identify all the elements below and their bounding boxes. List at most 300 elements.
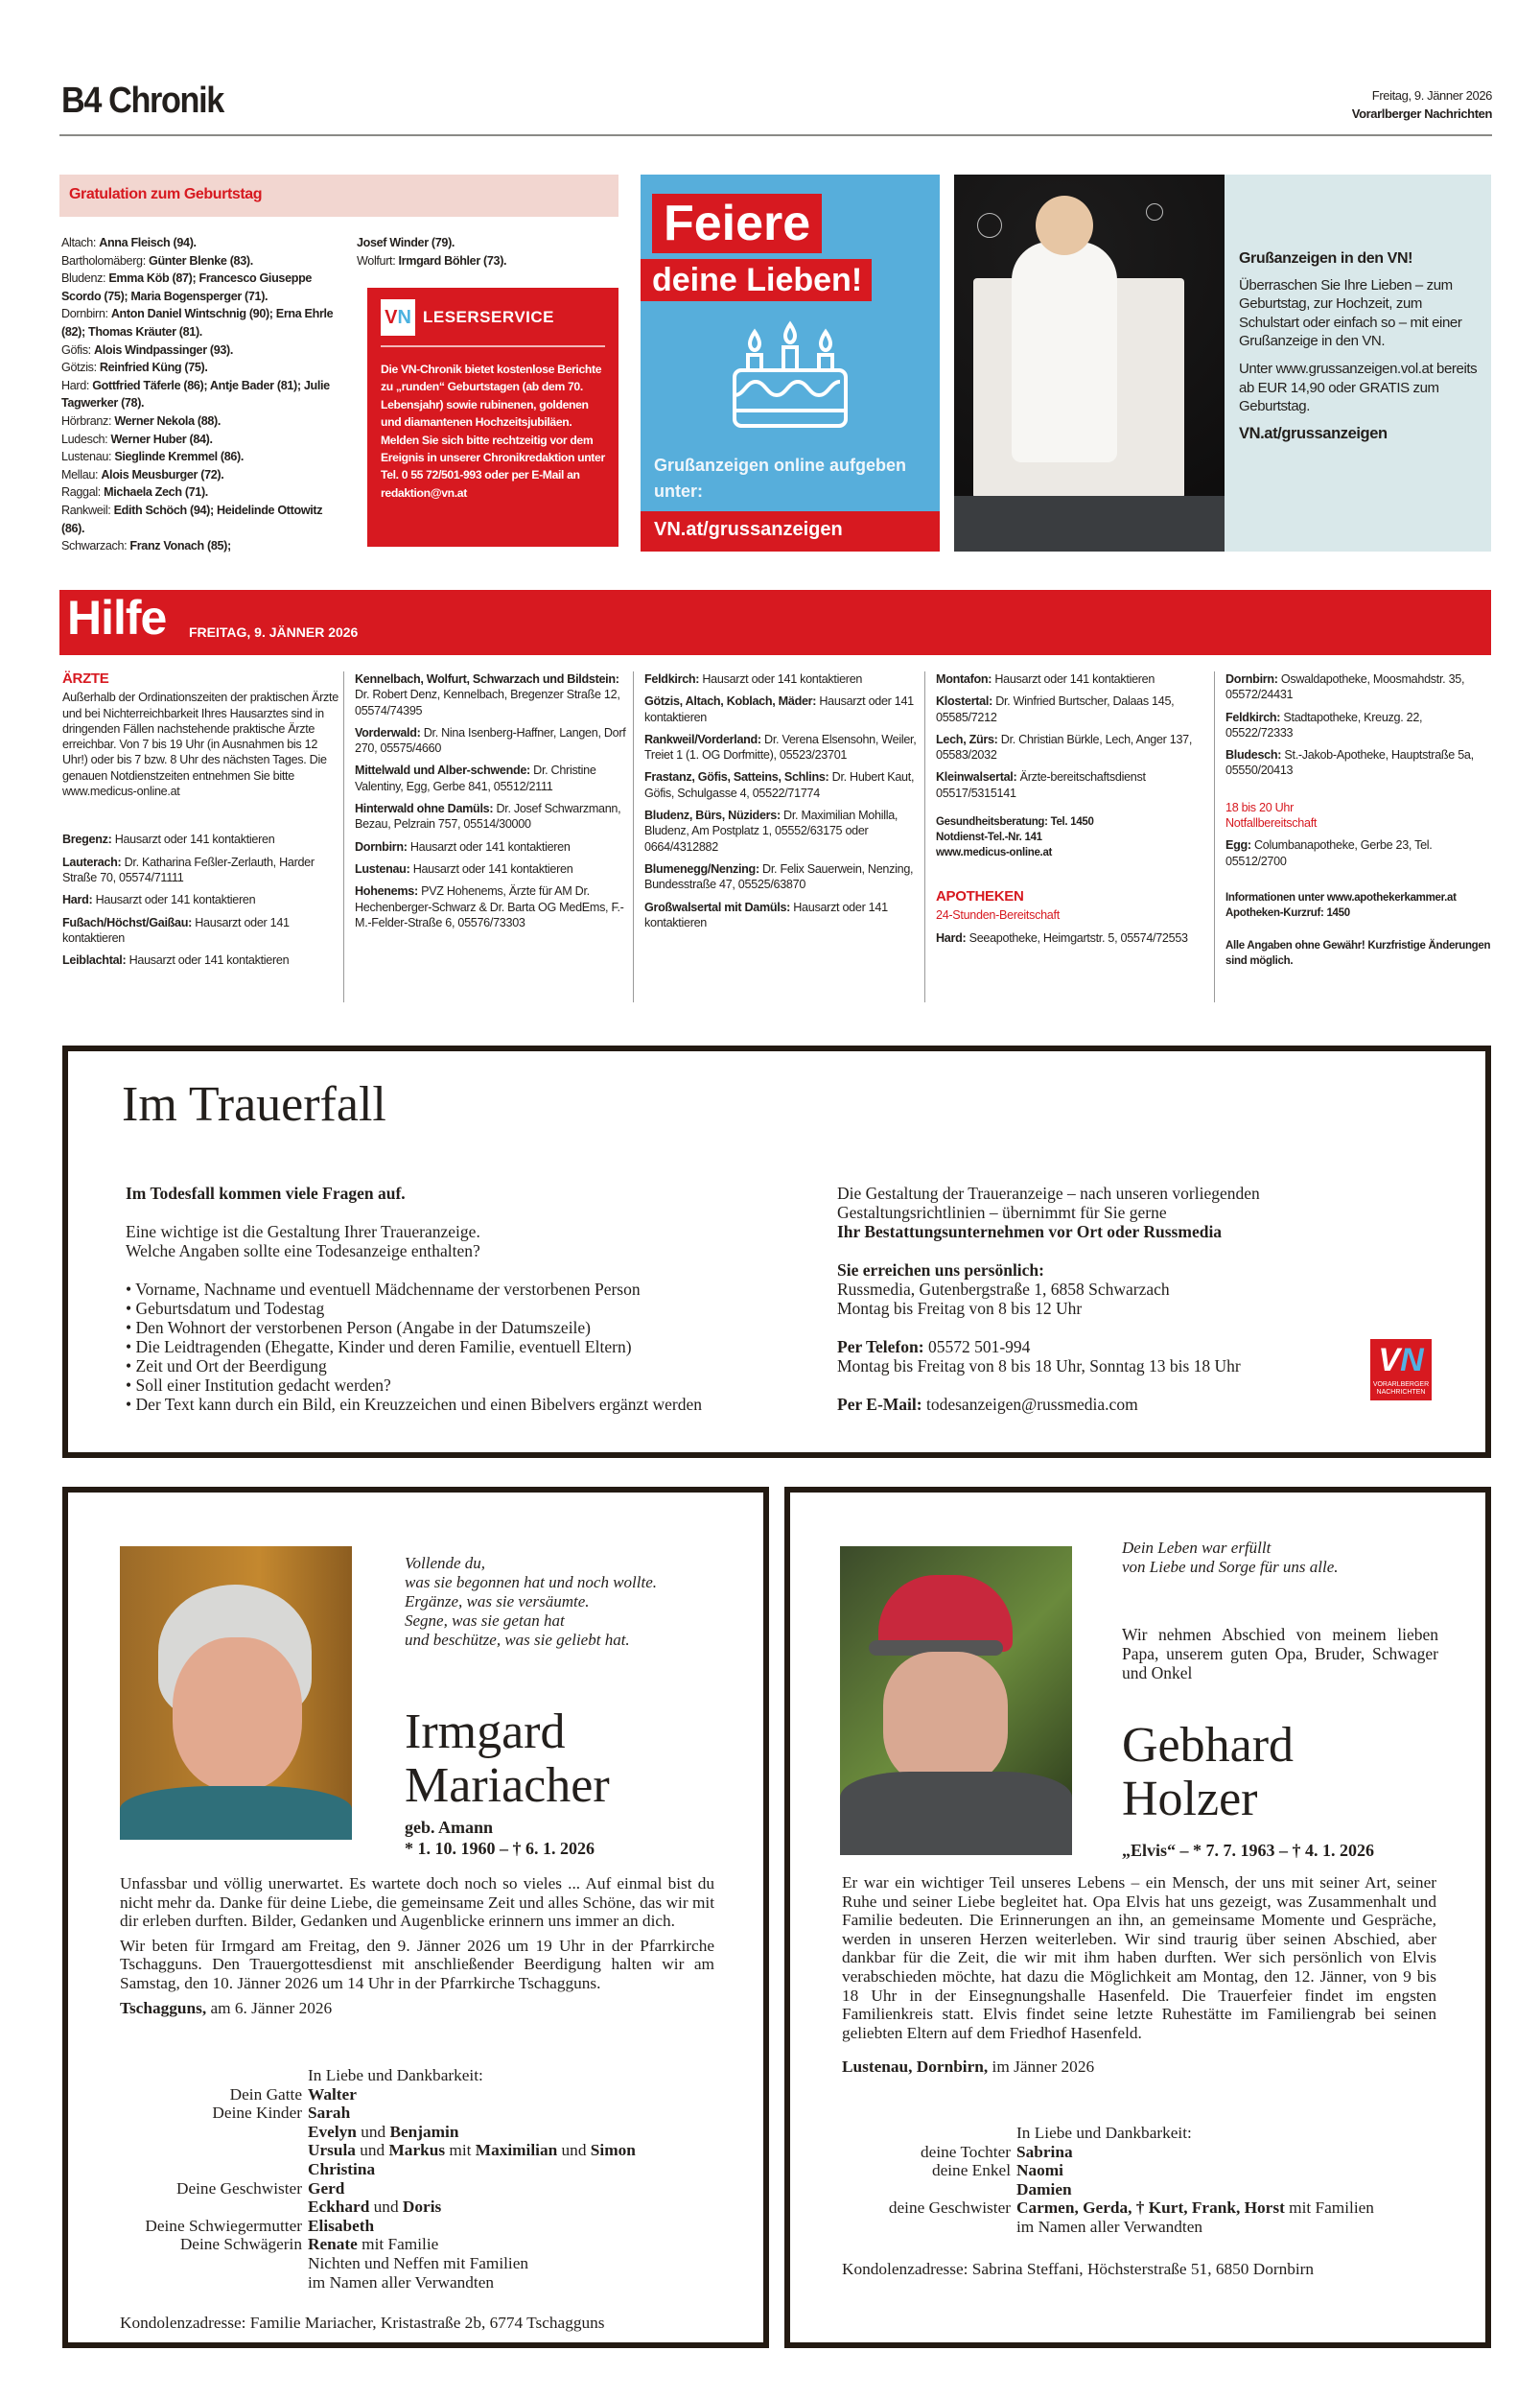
- birthday-entry: [61, 377, 335, 412]
- phone-label: Per Telefon:: [837, 1337, 924, 1356]
- info-line: Apotheken-Kurzruf: 1450: [1225, 906, 1350, 919]
- entry-label: Rankweil/Vorderland:: [644, 732, 761, 746]
- entry-list: [1225, 671, 1492, 779]
- birthday-place: Ludesch:: [61, 432, 108, 446]
- birthday-names: Franz Vonach (85);: [129, 539, 231, 553]
- bullet-list: [126, 1280, 816, 1414]
- service-entry: [936, 671, 1214, 687]
- entry-list: [62, 832, 340, 968]
- hilfe-title: Hilfe: [67, 591, 167, 645]
- birthday-names: Sieglinde Kremmel (86).: [114, 450, 245, 464]
- info-bold: Ihr Bestattungsunternehmen vor Ort oder Russmedia: [837, 1222, 1223, 1241]
- hilfe-column: [62, 671, 340, 1002]
- info-line: Informationen unter www.apothekerkammer.at: [1225, 891, 1457, 904]
- service-entry: [644, 732, 922, 764]
- paragraph: Wir beten für Irmgard am Freitag, den 9. Jänner 2026 um 19 Uhr in der Pfarrkirche Tschagguns. Den Trauergottesdienst mit anschließender Beerdigung halten wir am Samstag, den 10. Jänner 2026 um 14 Uhr in der Pfarrkirche Tschagguns.: [120, 1936, 714, 1992]
- mourner-names: [308, 2273, 636, 2292]
- intro-text: Außerhalb der Ordinationszeiten der praktischen Ärzte und bei Nichterreichbarkeit Ihres Hausarztes sind in dringenden Fällen nachstehende praktische Ärzte erreichbar. Von 7 bis 19 Uhr (in Ausnahmen bis 12 Uhr!) oder bis 7 bzw. 8 Uhr des nächsten Tages. Die genauen Notdienstzeiten entnehmen Sie bitte www.medicus-online.at: [62, 691, 338, 799]
- name-segment: Ursula: [308, 2141, 356, 2160]
- logo-subtitle: VORARLBERGER NACHRICHTEN: [1372, 1381, 1430, 1396]
- birthday-place: Raggal:: [61, 485, 101, 500]
- column-divider: [924, 671, 925, 1002]
- verse-line: Segne, was sie getan hat: [405, 1611, 565, 1630]
- mourner-names: [308, 2235, 636, 2254]
- relation-label: Dein Gatte: [229, 2084, 302, 2104]
- name-segment: In Liebe und Dankbarkeit:: [1016, 2124, 1192, 2142]
- verse: [405, 1554, 657, 1650]
- obituary-text: [120, 1874, 714, 2023]
- column-divider: [633, 671, 634, 1002]
- birthday-entry: [61, 466, 335, 484]
- ad-url-link[interactable]: VN.at/grussanzeigen: [641, 511, 940, 552]
- entry-label: Kleinwalsertal:: [936, 770, 1017, 785]
- birthday-entry: [61, 537, 335, 555]
- birthday-names: Emma Köb (87); Francesco Giuseppe Scordo (75); Maria Bogensperger (71).: [61, 271, 313, 303]
- hilfe-column: [1225, 671, 1492, 1002]
- name-segment: und: [369, 2198, 403, 2217]
- entry-text: Columbanapotheke, Gerbe 23, Tel. 05512/2700: [1225, 838, 1433, 868]
- name-segment: Carmen, Gerda, † Kurt, Frank, Horst: [1016, 2198, 1285, 2218]
- name-segment: Christina: [308, 2159, 376, 2178]
- entry-label: Kennelbach, Wolfurt, Schwarzach und Bildstein:: [355, 672, 619, 686]
- newspaper-name: Vorarlberger Nachrichten: [1351, 106, 1492, 121]
- first-name: Irmgard: [405, 1704, 566, 1759]
- entry-label: Fußach/Höchst/Gaißau:: [62, 915, 193, 929]
- birthday-entry: [61, 252, 335, 270]
- birthday-names: Anna Fleisch (94).: [99, 236, 197, 249]
- entry-label: Lustenau:: [355, 861, 410, 876]
- bullet-item: • Vorname, Nachname und eventuell Mädchenname der verstorbenen Person: [126, 1280, 641, 1299]
- mourner-names: [1016, 2218, 1374, 2237]
- birthday-names: Werner Nekola (88).: [114, 413, 222, 428]
- leserservice-box: [367, 288, 618, 547]
- entry-text: Hausarzt oder 141 kontaktieren: [95, 893, 256, 907]
- name-segment: und: [557, 2141, 591, 2160]
- entry-text: Seeapotheke, Heimgartstr. 5, 05574/72553: [968, 930, 1188, 945]
- verse-line: von Liebe und Sorge für uns alle.: [1122, 1558, 1339, 1576]
- birthday-names: Anton Daniel Wintschnig (90); Erna Ehrle (82); Thomas Kräuter (81).: [61, 307, 334, 339]
- entry-text: Dr. Felix Sauerwein, Nenzing, Bundesstraße 47, 05525/63870: [644, 861, 914, 892]
- bullet-item: • Soll einer Institution gedacht werden?: [126, 1375, 391, 1395]
- mourner-names: [308, 2217, 636, 2236]
- contact-address: Russmedia, Gutenbergstraße 1, 6858 Schwarzach: [837, 1280, 1170, 1299]
- name-segment: Nichten und Neffen mit Familien: [308, 2253, 529, 2272]
- column-divider: [343, 671, 344, 1002]
- birthday-entry: [357, 234, 616, 252]
- time-sublabel: Notfallbereitschaft: [1225, 816, 1318, 831]
- name-segment: im Namen aller Verwandten: [1016, 2217, 1203, 2236]
- column-divider: [1214, 671, 1215, 1002]
- entry-text: Hausarzt oder 141 kontaktieren: [644, 694, 914, 724]
- ad-subheadline: deine Lieben!: [641, 259, 872, 301]
- name-segment: mit Familie: [357, 2235, 439, 2254]
- hilfe-banner: [59, 590, 1491, 655]
- entry-text: Dr. Nina Isenberg-Haffner, Langen, Dorf 270, 05575/4660: [355, 725, 626, 756]
- mourner-names: [308, 2123, 636, 2142]
- entry-list: [644, 671, 922, 930]
- phone-hours: Montag bis Freitag von 8 bis 18 Uhr, Sonntag 13 bis 18 Uhr: [837, 1356, 1241, 1375]
- relation-label: [120, 2123, 302, 2142]
- birthday-place: Mellau:: [61, 467, 99, 482]
- entry-text: Dr. Verena Elsensohn, Weiler, Treiet 1 (1. OG Dorfmitte), 05523/23701: [644, 732, 917, 763]
- service-entry: [355, 839, 633, 855]
- birthday-entry: [61, 412, 335, 431]
- birthday-place: Göfis:: [61, 342, 91, 357]
- entry-list: [936, 671, 1214, 801]
- contact-heading: Sie erreichen uns persönlich:: [837, 1260, 1044, 1280]
- birthday-place: Rankweil:: [61, 503, 111, 517]
- entry-label: Hard:: [62, 893, 93, 907]
- mourner-names: [1016, 2161, 1374, 2180]
- header-divider: [59, 134, 1492, 136]
- place: Tschagguns,: [120, 1998, 207, 2017]
- birthday-entry: [61, 305, 335, 341]
- service-entry: [62, 892, 340, 907]
- mourner-names: [308, 2198, 636, 2217]
- birthday-entry: [61, 341, 335, 360]
- bullet-item: • Der Text kann durch ein Bild, ein Kreuzzeichen und einen Bibelvers ergänzt werden: [126, 1395, 702, 1414]
- entry-text: Dr. Hubert Kaut, Göfis, Schulgasse 4, 05522/71774: [644, 770, 915, 800]
- birthday-names: Gottfried Täferle (86); Antje Bader (81); Julie Tagwerker (78).: [61, 378, 330, 411]
- relation-label: [120, 2254, 302, 2273]
- relation-label: deine Enkel: [931, 2161, 1011, 2180]
- birthday-place: Bartholomäberg:: [61, 253, 146, 268]
- ad-title: Grußanzeigen in den VN!: [1239, 250, 1413, 267]
- name-segment: Maximilian: [475, 2141, 558, 2160]
- name-segment: Naomi: [1016, 2161, 1063, 2180]
- service-entry: [644, 861, 922, 893]
- name-segment: Doris: [402, 2198, 442, 2217]
- name-segment: Markus: [388, 2141, 446, 2160]
- birthday-entry: [61, 359, 335, 377]
- birthday-entry: [61, 448, 335, 466]
- birthday-place: Dornbirn:: [61, 307, 108, 321]
- relation-label: Deine Kinder: [212, 2104, 302, 2123]
- bullet-item: • Zeit und Ort der Beerdigung: [126, 1356, 327, 1375]
- entry-label: Hohenems:: [355, 884, 418, 899]
- name-segment: Elisabeth: [308, 2216, 375, 2235]
- relation-label: [120, 2141, 302, 2160]
- name-segment: Gerd: [308, 2178, 345, 2198]
- service-entry: [355, 671, 633, 718]
- obituary-irmgard-mariacher: [62, 1487, 769, 2348]
- birthday-place: Götzis:: [61, 361, 97, 375]
- entry-text: St.-Jakob-Apotheke, Hauptstraße 5a, 05550/20413: [1225, 748, 1474, 778]
- relation-label: [842, 2180, 1011, 2199]
- entry-text: Ärzte-bereitschaftsdienst 05517/5315141: [936, 770, 1146, 800]
- life-dates: [405, 1817, 595, 1859]
- entry-label: Bludenz, Bürs, Nüziders:: [644, 809, 781, 823]
- service-entry: [1225, 747, 1492, 779]
- relation-label: [120, 2160, 302, 2179]
- name-segment: In Liebe und Dankbarkeit:: [308, 2066, 483, 2084]
- dates: * 1. 10. 1960 – † 6. 1. 2026: [405, 1839, 595, 1858]
- entry-label: Montafon:: [936, 672, 992, 686]
- birthday-entry: [61, 502, 335, 537]
- service-entry: [1225, 710, 1492, 741]
- birthday-names: Reinfried Küng (75).: [99, 361, 208, 375]
- birthday-entry: [357, 252, 616, 270]
- birthday-heading: Gratulation zum Geburtstag: [59, 175, 618, 217]
- entry-text: Dr. Robert Denz, Kennelbach, Bregenzer Straße 12, 05574/74395: [355, 688, 620, 717]
- service-entry: [62, 952, 340, 968]
- service-entry: [355, 801, 633, 833]
- issue-date: Freitag, 9. Jänner 2026: [1371, 88, 1492, 103]
- verse-line: was sie begonnen hat und noch wollte.: [405, 1573, 658, 1591]
- birthday-entry: [61, 270, 335, 305]
- ad-paragraph: Überraschen Sie Ihre Lieben – zum Geburtstag, zur Hochzeit, zum Schulstart oder einfach so – mit einer Grußanzeige in den VN.: [1239, 276, 1462, 350]
- mourner-names: [308, 2141, 636, 2160]
- hilfe-date: FREITAG, 9. JÄNNER 2026: [189, 624, 359, 640]
- service-entry: [1225, 837, 1492, 869]
- mourner-names: [308, 2085, 636, 2104]
- entry-text: Oswaldapotheke, Moosmahdstr. 35, 05572/24431: [1225, 672, 1465, 702]
- time-label: 18 bis 20 Uhr: [1225, 800, 1295, 814]
- verse-line: Dein Leben war erfüllt: [1122, 1539, 1272, 1557]
- bullet-item: • Den Wohnort der verstorbenen Person (Angabe in der Datumszeile): [126, 1318, 592, 1337]
- deceased-name: [1122, 1719, 1294, 1826]
- relation-label: [842, 2218, 1011, 2237]
- service-entry: [644, 769, 922, 801]
- portrait-photo: [840, 1546, 1072, 1855]
- service-entry: [1225, 671, 1492, 703]
- mourner-names: [1016, 2143, 1374, 2162]
- entry-label: Lauterach:: [62, 855, 122, 869]
- entry-label: Hard:: [936, 930, 967, 945]
- birthday-place: Schwarzach:: [61, 539, 128, 553]
- entry-label: Lech, Zürs:: [936, 732, 998, 746]
- name-segment: Simon: [590, 2141, 636, 2160]
- name-segment: Benjamin: [389, 2122, 459, 2141]
- info-text: Die Gestaltung der Traueranzeige – nach unseren vorliegenden Gestaltungsrichtlinien – übernimmt für Sie gerne: [837, 1184, 1260, 1222]
- name-segment: Damien: [1016, 2179, 1072, 2198]
- entry-label: Mittelwald und Alber-schwende:: [355, 764, 530, 778]
- info-lines: [936, 814, 1214, 860]
- place-date: im Jänner 2026: [992, 2057, 1095, 2077]
- entry-label: Leiblachtal:: [62, 953, 127, 968]
- birthday-place: Bludenz:: [61, 271, 106, 286]
- disclaimer: Alle Angaben ohne Gewähr! Kurzfristige Änderungen sind möglich.: [1225, 939, 1491, 967]
- relation-label: Deine Schwägerin: [179, 2235, 302, 2254]
- relation-label: deine Geschwister: [888, 2198, 1011, 2218]
- entry-label: Dornbirn:: [1225, 672, 1278, 686]
- deceased-name: [405, 1705, 610, 1813]
- birthday-place: Lustenau:: [61, 450, 112, 464]
- birthday-names: Günter Blenke (83).: [149, 253, 253, 268]
- entry-list: [355, 671, 633, 930]
- service-entry: [936, 694, 1214, 725]
- birthday-place: Hörbranz:: [61, 413, 112, 428]
- service-entry: [62, 915, 340, 947]
- trauerfall-left: [126, 1184, 816, 1414]
- trauerfall-right: [837, 1184, 1336, 1433]
- name-segment: Eckhard: [308, 2198, 370, 2217]
- relation-label: deine Tochter: [921, 2142, 1011, 2161]
- entry-text: Hausarzt oder 141 kontaktieren: [128, 953, 290, 968]
- birthday-entry: [61, 483, 335, 502]
- service-entry: [62, 832, 340, 847]
- vn-logo: V N: [381, 299, 415, 336]
- entry-label: Götzis, Altach, Koblach, Mäder:: [644, 694, 817, 709]
- verse: [1122, 1539, 1339, 1577]
- email-label: Per E-Mail:: [837, 1395, 922, 1414]
- place: Lustenau, Dornbirn,: [842, 2057, 989, 2077]
- mourners-list: [842, 2124, 1374, 2237]
- name-segment: Renate: [308, 2235, 358, 2254]
- service-entry: [644, 900, 922, 931]
- section-subheading: 24-Stunden-Bereitschaft: [936, 908, 1060, 923]
- paragraph: Unfassbar und völlig unerwartet. Es wartete doch noch so vieles ... Auf einmal bist du nicht mehr da. Danke für deine Liebe, die gemeinsame Zeit und alles Schöne, das wir mit dir erleben durften. Bilder, Gedanken und Augenblicke erinnern uns immer an dich.: [120, 1874, 714, 1931]
- place-date: am 6. Jänner 2026: [210, 1998, 333, 2017]
- child-photo: [954, 175, 1225, 552]
- page-dateline: [1352, 86, 1492, 123]
- service-entry: [355, 763, 633, 794]
- hilfe-column: [644, 671, 922, 1002]
- entry-list: [1225, 837, 1492, 869]
- service-entry: [644, 671, 922, 687]
- section-heading: ÄRZTE: [62, 670, 109, 687]
- entry-text: Hausarzt oder 141 kontaktieren: [409, 839, 571, 854]
- condolence-address: Kondolenzadresse: Familie Mariacher, Kristastraße 2b, 6774 Tschagguns: [120, 2314, 605, 2332]
- mourner-names: [308, 2179, 636, 2198]
- relation-label: [120, 2198, 302, 2217]
- name-segment: im Namen aller Verwandten: [308, 2272, 495, 2292]
- service-entry: [936, 930, 1214, 946]
- service-entry: [644, 694, 922, 725]
- mourners-list: [120, 2066, 636, 2292]
- last-name: Holzer: [1122, 1772, 1258, 1826]
- obituary-gebhard-holzer: [784, 1487, 1491, 2348]
- mourner-names: [308, 2254, 636, 2273]
- email-link[interactable]: todesanzeigen@russmedia.com: [925, 1395, 1138, 1414]
- ad-text: Grußanzeigen online aufgeben unter:: [654, 456, 907, 501]
- vn-logo: VN VORARLBERGER NACHRICHTEN: [1370, 1339, 1432, 1400]
- info-line: Notdienst-Tel.-Nr. 141: [936, 832, 1042, 844]
- divider: [381, 345, 605, 347]
- entry-text: Dr. Christine Valentiny, Egg, Gerbe 841, 05512/2111: [355, 764, 596, 793]
- portrait-photo: [120, 1546, 352, 1840]
- name-segment: und: [355, 2141, 389, 2160]
- entry-text: Hausarzt oder 141 kontaktieren: [644, 900, 888, 929]
- intro-line: Welche Angaben sollte eine Todesanzeige enthalten?: [126, 1241, 480, 1260]
- lead: Im Todesfall kommen viele Fragen auf.: [126, 1184, 406, 1203]
- service-entry: [355, 861, 633, 877]
- entry-text: Dr. Christian Bürkle, Lech, Anger 137, 05583/2032: [936, 732, 1193, 763]
- life-dates: „Elvis“ – * 7. 7. 1963 – † 4. 1. 2026: [1122, 1841, 1375, 1860]
- entry-label: Blumenegg/Nenzing:: [644, 861, 759, 876]
- page-section-title: B4 Chronik: [61, 81, 223, 121]
- verse-line: und beschütze, was sie geliebt hat.: [405, 1631, 630, 1649]
- birthday-names: Irmgard Böhler (73).: [398, 253, 507, 268]
- mourner-names: [308, 2066, 636, 2085]
- birthday-names: Alois Windpassinger (93).: [93, 342, 234, 357]
- birthday-column: [61, 234, 335, 555]
- name-segment: mit: [445, 2141, 476, 2160]
- name-segment: mit Familien: [1284, 2198, 1374, 2218]
- birthday-names: Werner Huber (84).: [110, 432, 213, 446]
- mourner-names: [308, 2160, 636, 2179]
- feiere-ad[interactable]: [641, 175, 940, 552]
- section-heading: APOTHEKEN: [936, 888, 1024, 905]
- obituary-text: [842, 1873, 1436, 2082]
- relation-label: [120, 2273, 302, 2292]
- relation-label: Deine Schwiegermutter: [145, 2216, 302, 2235]
- grussanzeigen-ad: [1225, 175, 1491, 552]
- entry-label: Dornbirn:: [355, 839, 408, 854]
- trauerfall-title: Im Trauerfall: [122, 1077, 386, 1132]
- name-segment: Evelyn: [308, 2122, 357, 2141]
- entry-label: Feldkirch:: [644, 672, 700, 686]
- entry-label: Hinterwald ohne Damüls:: [355, 802, 494, 816]
- entry-text: Stadtapotheke, Kreuzg. 22, 05522/72333: [1225, 710, 1423, 740]
- birthday-names: Edith Schöch (94); Heidelinde Ottowitz (86).: [61, 503, 323, 535]
- entry-label: Bregenz:: [62, 833, 112, 847]
- entry-label: Frastanz, Göfis, Satteins, Schlins:: [644, 770, 829, 785]
- entry-text: PVZ Hohenems, Ärzte für AM Dr. Hechenberger-Schwarz & Dr. Barta OG MedEms, F.-M.-Felder-Straße 6, 05576/73303: [355, 884, 624, 929]
- ad-url-link[interactable]: VN.at/grussanzeigen: [1239, 424, 1388, 442]
- contact-hours: Montag bis Freitag von 8 bis 12 Uhr: [837, 1299, 1083, 1318]
- entry-text: Hausarzt oder 141 kontaktieren: [702, 672, 863, 686]
- entry-text: Dr. Maximilian Mohilla, Bludenz, Am Postplatz 1, 05552/63175 oder 0664/4312882: [644, 809, 898, 854]
- birthday-place: Hard:: [61, 378, 90, 392]
- birthday-place: Wolfurt:: [357, 253, 396, 268]
- mourner-names: [308, 2104, 636, 2123]
- entry-text: Dr. Katharina Feßler-Zerlauth, Harder Straße 70, 05574/71111: [62, 855, 315, 884]
- name-segment: Walter: [308, 2084, 357, 2104]
- intro-text: Wir nehmen Abschied von meinem lieben Papa, unserem guten Opa, Bruder, Schwager und Onkel: [1122, 1625, 1438, 1682]
- birthday-column: [357, 234, 616, 270]
- birthday-names: Josef Winder (79).: [357, 236, 455, 249]
- name-segment: und: [356, 2122, 390, 2141]
- leserservice-text: Die VN-Chronik bietet kostenlose Berichte zu „runden“ Geburtstagen (ab dem 70. Lebensjahr) sowie rubinenen, goldenen und diamantenen Hochzeitsjubiläen. Melden Sie sich bitte rechtzeitig vor dem Ereignis in unserer Chronikredaktion unter Tel. 0 55 72/501-993 oder per E-Mail an redaktion@vn.at: [381, 363, 605, 500]
- entry-text: Dr. Josef Schwarzmann, Bezau, Pelzrain 757, 05514/30000: [355, 802, 621, 832]
- birthday-entry: [61, 234, 335, 252]
- birthday-entry: [61, 431, 335, 449]
- bullet-item: • Die Leidtragenden (Ehegatte, Kinder und deren Familie, eventuell Eltern): [126, 1337, 632, 1356]
- paragraph: Er war ein wichtiger Teil unseres Lebens – ein Mensch, der uns mit seiner Art, seiner Ruhe und seiner Liebe begleitet hat. Opa Elvis hat uns gezeigt, was Zusammenhalt und Familie bedeuten. Die Erinnerungen an ihn, an gemeinsame Momente und Gespräche, werden in unseren Herzen weiterleben. Wir sind traurig über seinen Abschied, aber dankbar für die Zeit, die wir mit ihm haben durften. Wer sich persönlich von Elvis verabschieden möchte, hat dazu die Möglichkeit am Montag, den 12. Jänner, von 9 bis 18 Uhr in der Einsegnungshalle Hasenfeld. Die Trauerfeier findet im engsten Familienkreis statt. Elvis findet seine letzte Ruhestätte im Familiengrab bei seinen geliebten Eltern auf dem Friedhof Hasenfeld.: [842, 1873, 1436, 2042]
- service-entry: [936, 732, 1214, 764]
- info-lines: [1225, 890, 1492, 921]
- info-line: Gesundheitsberatung: Tel. 1450: [936, 816, 1094, 829]
- entry-text: Hausarzt oder 141 kontaktieren: [114, 833, 275, 847]
- service-entry: [62, 855, 340, 886]
- name-segment: Sabrina: [1016, 2142, 1073, 2161]
- relation-label: Deine Geschwister: [175, 2178, 302, 2198]
- entry-text: Hausarzt oder 141 kontaktieren: [994, 672, 1155, 686]
- bullet-item: • Geburtsdatum und Todestag: [126, 1299, 325, 1318]
- condolence-address: Kondolenzadresse: Sabrina Steffani, Höchsterstraße 51, 6850 Dornbirn: [842, 2260, 1315, 2278]
- entry-list: [936, 930, 1214, 946]
- service-entry: [355, 725, 633, 757]
- name-segment: Sarah: [308, 2104, 351, 2123]
- birthday-names: Alois Meusburger (72).: [101, 467, 224, 482]
- entry-label: Großwalsertal mit Damüls:: [644, 900, 791, 914]
- mourner-names: [1016, 2124, 1374, 2143]
- first-name: Gebhard: [1122, 1718, 1295, 1773]
- info-line: www.medicus-online.at: [936, 847, 1053, 859]
- hilfe-column: [936, 671, 1214, 1002]
- service-entry: [644, 808, 922, 855]
- entry-label: Bludesch:: [1225, 748, 1282, 763]
- verse-line: Vollende du,: [405, 1554, 486, 1572]
- mourner-names: [1016, 2180, 1374, 2199]
- trauerfall-box: [62, 1046, 1491, 1458]
- phone-number[interactable]: 05572 501-994: [927, 1337, 1031, 1356]
- ad-paragraph: Unter www.grussanzeigen.vol.at bereits ab EUR 14,90 oder GRATIS zum Geburtstag.: [1239, 360, 1478, 415]
- birthday-cake-icon: [729, 317, 852, 430]
- hilfe-column: [355, 671, 633, 1002]
- verse-line: Ergänze, was sie versäumte.: [405, 1592, 590, 1610]
